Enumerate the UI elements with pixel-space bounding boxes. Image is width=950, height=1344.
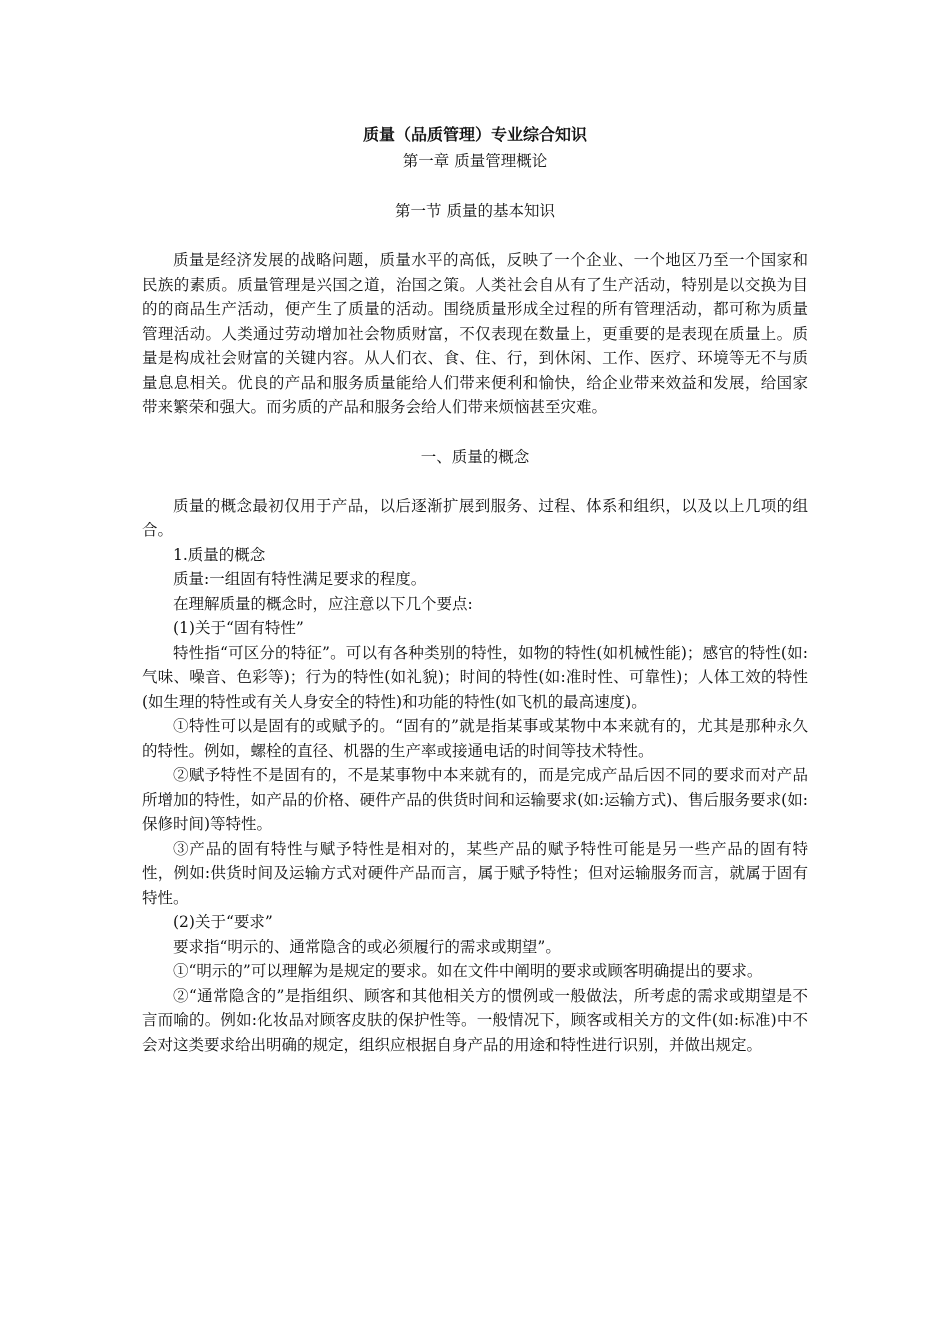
paragraph: ③产品的固有特性与赋予特性是相对的，某些产品的赋予特性可能是另一些产品的固有特性，例如:供货时间及运输方式对硬件产品而言，属于赋予特性；但对运输服务而言，就属于固有特性。	[142, 839, 808, 907]
text-line: 1.质量的概念	[173, 545, 266, 564]
paragraph: ①特性可以是固有的或赋予的。“固有的”就是指某事或某物中本来就有的，尤其是那种永久的特性。例如，螺栓的直径、机器的生产率或接通电话的时间等技术特性。	[142, 717, 808, 760]
paragraph: ②赋予特性不是固有的，不是某事物中本来就有的，而是完成产品后因不同的要求而对产品所增加的特性，如产品的价格、硬件产品的供货时间和运输要求(如:运输方式)、售后服务要求(如:保修时间)等特性。	[142, 766, 808, 833]
text-line: 在理解质量的概念时，应注意以下几个要点:	[173, 594, 473, 613]
paragraph: 质量的概念最初仅用于产品，以后逐渐扩展到服务、过程、体系和组织，以及以上几项的组合。	[142, 496, 808, 539]
paragraph: ②“通常隐含的”是指组织、顾客和其他相关方的惯例或一般做法，所考虑的需求或期望是不言而喻的。例如:化妆品对顾客皮肤的保护性等。一般情况下，顾客或相关方的文件(如:标准)中不会对这类要求给出明确的规定，组织应根据自身产品的用途和特性进行识别，并做出规定。	[142, 986, 808, 1054]
paragraph: ①“明示的”可以理解为是规定的要求。如在文件中阐明的要求或顾客明确提出的要求。	[173, 962, 763, 980]
section-heading: 第一节 质量的基本知识	[395, 202, 555, 220]
intro-paragraph: 质量是经济发展的战略问题，质量水平的高低，反映了一个企业、一个地区乃至一个国家和民族的素质。质量管理是兴国之道，治国之策。人类社会自从有了生产活动，特别是以交换为目的的商品生产活动，便产生了质量的活动。围绕质量形成全过程的所有管理活动，都可称为质量管理活动。人类通过劳动增加社会物质财富，不仅表现在数量上，更重要的是表现在质量上。质量是构成社会财富的关键内容。从人们衣、食、住、行，到休闲、工作、医疗、环境等无不与质量息息相关。优良的产品和服务质量能给人们带来便利和愉快，给企业带来效益和发展，给国家带来繁荣和强大。而劣质的产品和服务会给人们带来烦恼甚至灾难。	[142, 251, 808, 416]
text-line: 要求指“明示的、通常隐含的或必须履行的需求或期望”。	[173, 937, 561, 956]
subheading-quality-concept: 一、质量的概念	[420, 447, 530, 466]
text-line: (2)关于“要求”	[173, 913, 273, 931]
document-title: 质量（品质管理）专业综合知识	[362, 125, 587, 144]
paragraph: 特性指“可区分的特征”。可以有各种类别的特性，如物的特性(如机械性能)；感官的特性(如:气味、噪音、色彩等)；行为的特性(如礼貌)；时间的特性(如:准时性、可靠性)；人体工效的特性(如生理的特性或有关人身安全的特性)和功能的特性(如飞机的最高速度)。	[142, 643, 808, 711]
chapter-heading: 第一章 质量管理概论	[402, 152, 548, 170]
document-body	[142, 122, 808, 1057]
text-line: 质量:一组固有特性满足要求的程度。	[173, 570, 427, 588]
text-line: (1)关于“固有特性”	[173, 619, 304, 637]
